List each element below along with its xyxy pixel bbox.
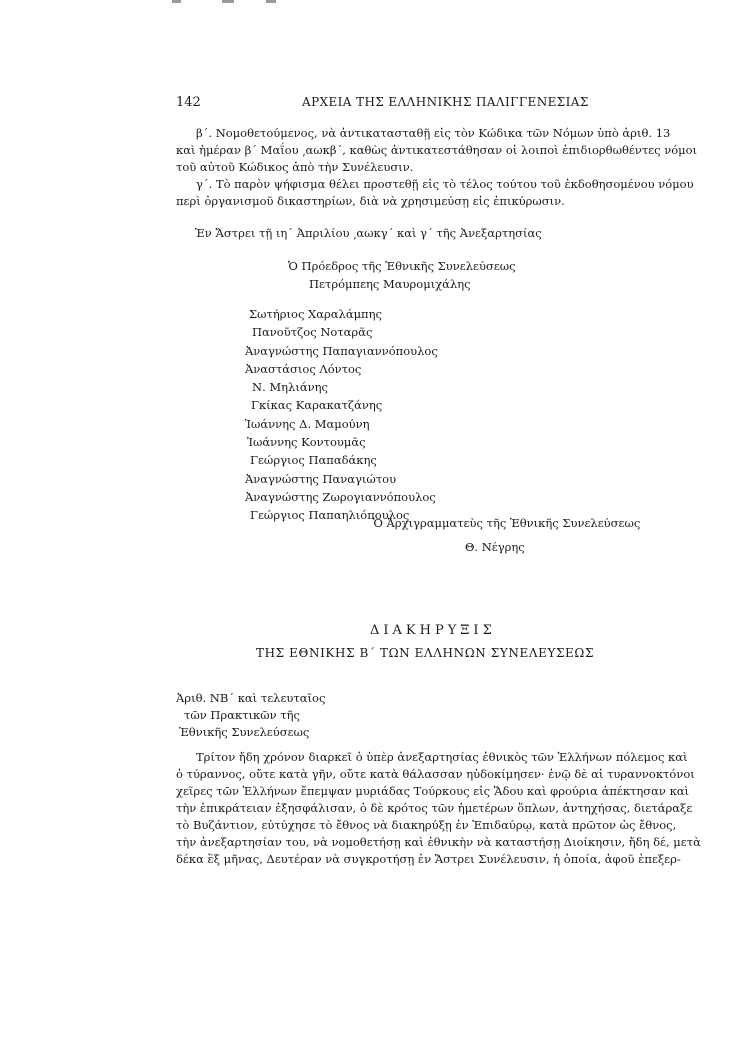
- member-name: Ἀναγνώστης Παναγιώτου: [245, 471, 397, 486]
- text-line: τοῦ αὐτοῦ Κώδικος ἀπὸ τὴν Συνέλευσιν.: [176, 160, 414, 174]
- page-number: 142: [176, 95, 201, 110]
- text-line: καὶ ἡμέραν β΄ Μαΐου ͵αωκβ΄, καθὼς ἀντικατεστάθησαν οἱ λοιποὶ ἐπιδιορθωθέντες νόμοι: [176, 143, 698, 157]
- member-name: Γκίκας Καρακατζάνης: [251, 398, 383, 413]
- member-name: Ἀναγνώστης Ζωρογιαννόπουλος: [245, 489, 436, 504]
- scan-mark: [266, 0, 276, 3]
- member-signatures-list: [245, 305, 438, 525]
- declaration-body-paragraph: [176, 749, 701, 868]
- signature-date-line: Ἐν Ἄστρει τῇ ιη΄ Ἀπριλίου ͵αωκγ΄ καὶ γ΄ τῆς Ἀνεξαρτησίας: [195, 226, 542, 240]
- scan-mark: [222, 0, 234, 3]
- clause-b-paragraph: [176, 125, 698, 176]
- secretary-title: Ὁ Ἀρχιγραμματεὺς τῆς Ἐθνικῆς Συνελεύσεως: [373, 516, 641, 530]
- clause-c-paragraph: [176, 176, 694, 210]
- member-name: Ἰωάννης Κοντουμᾶς: [247, 435, 366, 450]
- declaration-subtitle: ΤΗΣ ΕΘΝΙΚΗΣ Β΄ ΤΩΝ ΕΛΛΗΝΩΝ ΣΥΝΕΛΕΥΣΕΩΣ: [256, 646, 595, 660]
- note-line: Ἀριθ. ΝΒ΄ καὶ τελευταῖος: [176, 691, 326, 705]
- member-name: Σωτήριος Χαραλάμπης: [249, 307, 382, 321]
- secretary-name: Θ. Νέγρης: [465, 540, 525, 554]
- scan-mark: [172, 0, 181, 3]
- proceedings-number-note: [176, 690, 325, 741]
- member-name: Γεώργιος Παπαδάκης: [250, 453, 377, 468]
- member-name: Ἀναγνώστης Παπαγιαννόπουλος: [245, 343, 438, 358]
- text-line: Τρίτον ἤδη χρόνον διαρκεῖ ὁ ὑπὲρ ἀνεξαρτησίας ἐθνικὸς τῶν Ἑλλήνων πόλεμος καὶ: [196, 750, 688, 764]
- note-line: Ἐθνικῆς Συνελεύσεως: [179, 725, 310, 739]
- member-name: Γεώργιος Παπαηλιόπουλος: [250, 508, 410, 523]
- text-line: τὴν ἀνεξαρτησίαν του, νὰ νομοθετήσῃ καὶ ἐθνικὴν νὰ καταστήσῃ Διοίκησιν, ἤδη δέ, μετὰ: [176, 835, 701, 849]
- member-name: Πανοῦτζος Νοταρᾶς: [252, 325, 373, 340]
- text-line: χεῖρες τῶν Ἑλλήνων ἔπεμψαν μυριάδας Τούρκους εἰς Ἅδου καὶ φρούρια ἀπέκτησαν καὶ: [176, 784, 690, 798]
- text-line: δέκα ἓξ μῆνας, Δευτέραν νὰ συγκροτήσῃ ἐν Ἄστρει Συνέλευσιν, ἡ ὁποία, ἀφοῦ ἐπεξερ-: [176, 852, 681, 866]
- president-title: Ὁ Πρόεδρος τῆς Ἐθνικῆς Συνελεύσεως: [288, 259, 516, 273]
- text-line: τὴν ἐπικράτειαν ἐξησφάλισαν, ὁ δὲ κρότος τῶν ἡμετέρων ὅπλων, ἀντηχήσας, διετάραξε: [176, 801, 693, 815]
- member-name: Ν. Μηλιάνης: [252, 380, 328, 395]
- running-title: ΑΡΧΕΙΑ ΤΗΣ ΕΛΛΗΝΙΚΗΣ ΠΑΛΙΓΓΕΝΕΣΙΑΣ: [302, 95, 589, 109]
- member-name: Ἰωάννης Δ. Μαμούνη: [245, 416, 370, 431]
- text-line: ὁ τύραννος, οὔτε κατὰ γῆν, οὔτε κατὰ θάλασσαν ηὐδοκίμησεν· ἐνῷ δὲ αἱ τυραννοκτόνοι: [176, 767, 695, 781]
- text-line: β΄. Νομοθετούμενος, νὰ ἀντικατασταθῇ εἰς τὸν Κώδικα τῶν Νόμων ὑπὸ ἀριθ. 13: [196, 126, 671, 140]
- declaration-title: ΔΙΑΚΗΡΥΞΙΣ: [370, 623, 496, 638]
- text-line: τὸ Βυζάντιον, εὐτύχησε τὸ ἔθνος νὰ διακηρύξῃ ἐν Ἐπιδαύρῳ, κατὰ πρῶτον ὡς ἔθνος,: [176, 818, 677, 832]
- president-name: Πετρόμπεης Μαυρομιχάλης: [309, 277, 471, 291]
- text-line: περὶ ὀργανισμοῦ δικαστηρίων, διὰ νὰ χρησιμεύσῃ εἰς ἐπικύρωσιν.: [176, 194, 565, 208]
- member-name: Ἀναστάσιος Λόντος: [245, 361, 362, 376]
- note-line: τῶν Πρακτικῶν τῆς: [184, 708, 300, 722]
- text-line: γ΄. Τὸ παρὸν ψήφισμα θέλει προστεθῇ εἰς τὸ τέλος τούτου τοῦ ἐκδοθησομένου νόμου: [196, 177, 694, 191]
